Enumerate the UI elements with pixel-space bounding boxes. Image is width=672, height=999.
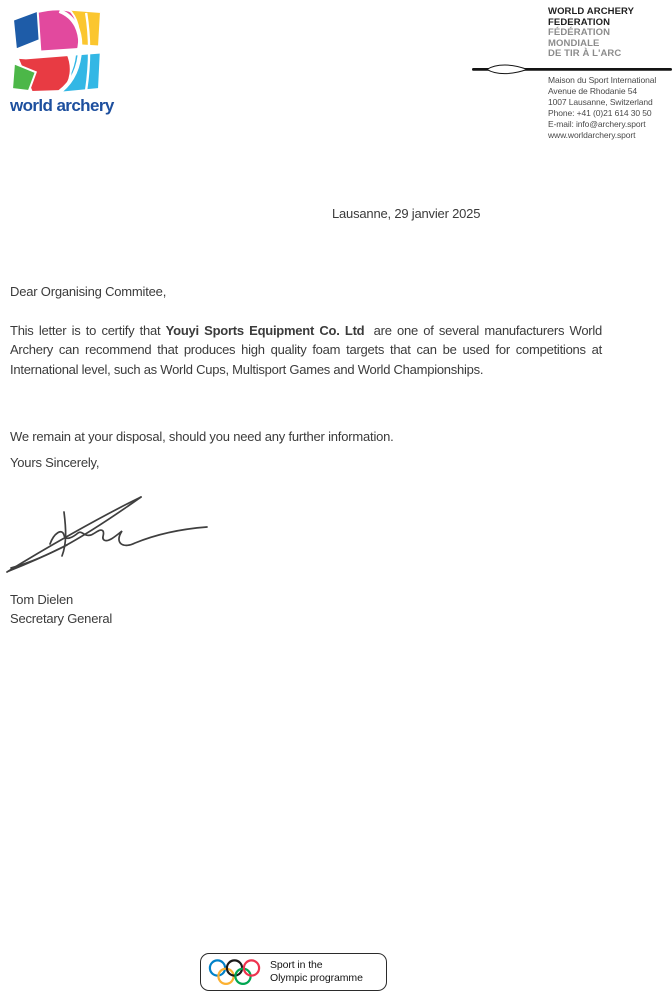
body-paragraph-2: We remain at your disposal, should you need any further information. xyxy=(10,429,394,444)
org-name-fr-line2: MONDIALE xyxy=(548,37,600,49)
world-archery-logo xyxy=(10,8,120,116)
signer-block xyxy=(10,590,112,628)
signature-icon xyxy=(4,486,216,578)
company-name: Youyi Sports Equipment Co. Ltd xyxy=(165,323,365,338)
arrow-graphic-icon xyxy=(472,62,672,76)
dateline: Lausanne, 29 janvier 2025 xyxy=(332,206,481,221)
masthead xyxy=(548,7,672,60)
org-name-fr-line1: FÉDÉRATION xyxy=(548,27,611,38)
olympic-programme-badge xyxy=(200,953,387,991)
olympic-programme-label xyxy=(270,959,363,985)
body-paragraph-1 xyxy=(10,321,602,379)
olympic-rings-icon xyxy=(208,958,261,987)
address-block xyxy=(548,75,656,141)
signer-name: Tom Dielen xyxy=(10,592,74,607)
olympic-label-line1: Sport in the xyxy=(270,959,323,971)
closing: Yours Sincerely, xyxy=(10,455,100,470)
para1-text-after: are one of several manufacturers World Archery can recommend that produces high quality foam targets that can be used for competitions at International level, such as World Cups, Multisport Games and World Championships. xyxy=(10,323,602,377)
org-name-en-line1: WORLD ARCHERY xyxy=(548,6,635,17)
address-line: Avenue de Rhodanie 54 xyxy=(548,86,637,96)
email-text: E-mail: info@archery.sport xyxy=(548,119,646,129)
org-name-fr-line3: DE TIR À L'ARC xyxy=(548,48,622,59)
salutation: Dear Organising Commitee, xyxy=(10,284,167,299)
address-line: 1007 Lausanne, Switzerland xyxy=(548,97,653,107)
para1-text-before: This letter is to certify that xyxy=(10,323,166,338)
logo-wordmark: world archery xyxy=(10,96,114,115)
olympic-label-line2: Olympic programme xyxy=(270,972,363,984)
world-archery-logo-icon xyxy=(10,8,103,92)
phone-text: Phone: +41 (0)21 614 30 50 xyxy=(548,108,652,118)
signer-title: Secretary General xyxy=(10,611,113,626)
website-text: www.worldarchery.sport xyxy=(548,130,636,140)
org-name-en-line2: FEDERATION xyxy=(548,16,611,28)
address-line: Maison du Sport International xyxy=(548,75,657,85)
